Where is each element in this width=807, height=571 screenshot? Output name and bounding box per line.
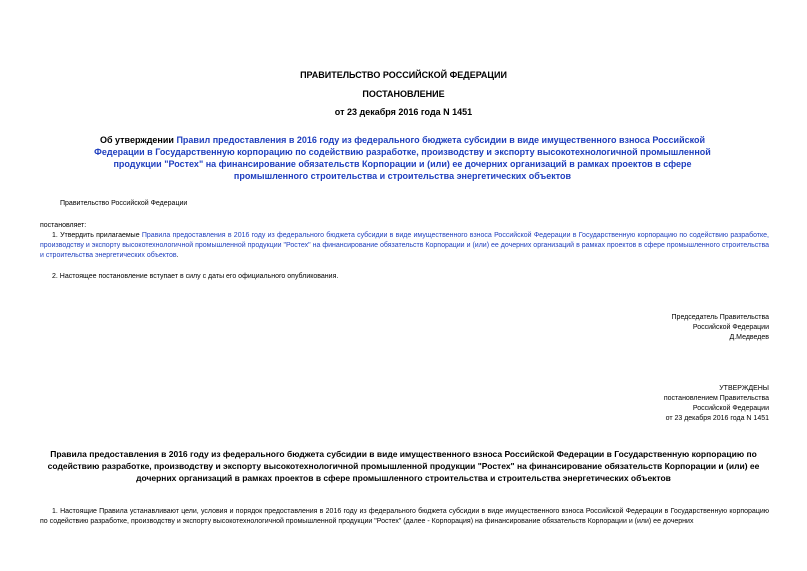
- approved-line-2: постановлением Правительства: [663, 395, 769, 402]
- item1-prefix: 1. Утвердить прилагаемые: [52, 232, 142, 239]
- approved-line-3: Российской Федерации: [692, 405, 769, 412]
- body-govt: Правительство Российской Федерации: [60, 200, 188, 207]
- rules-title: Правила предоставления в 2016 году из федерального бюджета субсидии в виде имущественного взноса Российской Федерации в Государственную корпорацию по содействию разработке, производству и экспорту высокотехнологичной промышленной продукции "Ростех" на финансирование обязательств Корпорации и (или) ее дочерних организаций в рамках проектов в сфере промышленного строительства и строительства энергетических объектов: [47, 449, 760, 483]
- signature-name: Д.Медведев: [729, 334, 769, 341]
- title-prefix: Об утверждении: [99, 135, 177, 145]
- title-rules-link[interactable]: Правил предоставления в 2016 году из федерального бюджета субсидии в виде имущественного взноса Российской Федерации в Государственную корпорацию по содействию разработке, производству и экспорту высокотехнологичной промышленной продукции "Ростех" на финансирование обязательств Корпорации и (или) ее дочерних организаций в рамках проектов в сфере промышленного строительства и строительства энергетических объектов: [94, 135, 711, 181]
- approved-block: [500, 384, 769, 424]
- approved-line-4: от 23 декабря 2016 года N 1451: [665, 415, 769, 422]
- item1-suffix: .: [176, 252, 179, 259]
- signature-block: [500, 313, 769, 343]
- header-doc-type: ПОСТАНОВЛЕНИЕ: [362, 89, 445, 99]
- rules-item-1: 1. Настоящие Правила устанавливают цели, условия и порядок предоставления в 2016 году из федерального бюджета субсидии в виде имущественного взноса Российской Федерации в Государственную корпорацию по содействию разработке, производству и экспорту высокотехнологичной промышленной продукции "Ростех" (далее - Корпорация) на финансирование обязательств Корпорации и (или) ее дочерних: [40, 508, 769, 525]
- body-resolves: постановляет:: [40, 222, 87, 229]
- body-item-1: [40, 231, 769, 261]
- signature-line-1: Председатель Правительства: [671, 314, 769, 321]
- document-title: [80, 134, 725, 182]
- header-org: ПРАВИТЕЛЬСТВО РОССИЙСКОЙ ФЕДЕРАЦИИ: [300, 70, 507, 80]
- body-item-2: 2. Настоящее постановление вступает в силу с даты его официального опубликования.: [52, 273, 339, 280]
- approved-line-1: УТВЕРЖДЕНЫ: [719, 385, 769, 392]
- item1-rules-link[interactable]: Правила предоставления в 2016 году из федерального бюджета субсидии в виде имущественного взноса Российской Федерации в Государственную корпорацию по содействию разработке, производству и экспорту высокотехнологичной промышленной продукции "Ростех" на финансирование обязательств Корпорации и (или) ее дочерних организаций в рамках проектов в сфере промышленного строительства и строительства энергетических объектов: [40, 232, 769, 259]
- header-date-number: от 23 декабря 2016 года N 1451: [334, 107, 473, 117]
- signature-line-2: Российской Федерации: [692, 324, 769, 331]
